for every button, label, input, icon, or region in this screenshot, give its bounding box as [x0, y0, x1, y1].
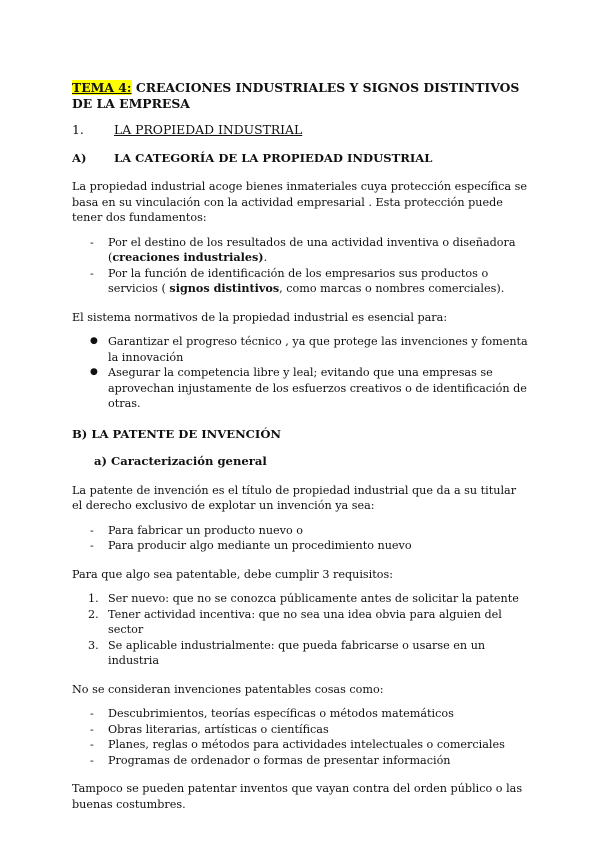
item-text: Tener actividad incentiva: que no sea una idea obvia para alguien del sector — [108, 607, 502, 636]
paragraph-orden-publico: Tampoco se pueden patentar inventos que vayan contra del orden público o las buenas costumbres. — [72, 782, 523, 811]
list-marker: - — [90, 722, 94, 736]
item-text: Descubrimientos, teorías específicas o métodos matemáticos — [108, 707, 454, 720]
paragraph-patente: La patente de invención es el título de propiedad industrial que da a su titular el derecho exclusivo de explotar un invención ya sea: — [72, 483, 517, 512]
list-marker: - — [90, 523, 94, 537]
list-number: 2. — [88, 607, 99, 621]
section-heading-b: B) LA PATENTE DE INVENCIÓN — [72, 426, 282, 441]
list-marker: - — [90, 707, 94, 720]
paragraph-requisitos: Para que algo sea patentable, debe cumplir 3 requisitos: — [72, 567, 393, 581]
paragraph-intro: La propiedad industrial acoge bienes inmateriales cuya protección específica se basa en su vinculación con la actividad empresarial . Esta protección puede tener dos fundamentos: — [72, 180, 527, 224]
item-text: Por la función de identificación de los empresarios sus productos o servicios ( — [108, 266, 489, 295]
list-requisitos — [72, 591, 528, 669]
list-no-patentables — [72, 706, 528, 768]
list-item — [72, 591, 528, 607]
bullet-icon: ● — [90, 367, 98, 377]
list-item — [72, 706, 528, 722]
list-item — [72, 266, 528, 297]
list-fundamentos — [72, 235, 528, 297]
list-number: 1. — [88, 592, 99, 605]
list-item — [72, 607, 528, 638]
list-explotar — [72, 523, 528, 554]
list-item — [72, 538, 528, 554]
list-item — [72, 235, 528, 266]
list-marker: - — [90, 539, 94, 552]
item-bold: creaciones industriales) — [112, 250, 264, 264]
subsection-heading-a — [72, 151, 528, 167]
section-number: 1. — [72, 122, 84, 137]
paragraph-no-patentables: No se consideran invenciones patentables cosas como: — [72, 682, 384, 696]
list-marker: - — [90, 266, 94, 280]
item-text: Ser nuevo: que no se conozca públicamente antes de solicitar la patente — [108, 592, 519, 605]
item-text: Obras literarias, artísticas o científicas — [108, 722, 329, 736]
item-text: Asegurar la competencia libre y leal; evitando que una empresas se aprovechan injustamente de los esfuerzos creativos o de identificación de otras. — [108, 366, 527, 410]
list-marker: - — [90, 753, 94, 767]
list-item — [72, 722, 528, 738]
item-text: Para fabricar un producto nuevo o — [108, 523, 304, 537]
list-item — [72, 737, 528, 753]
list-item — [72, 334, 528, 365]
item-text: Garantizar el progreso técnico , ya que protege las invenciones y fomenta la innovación — [108, 335, 528, 364]
list-esencial — [72, 334, 528, 412]
item-text: Se aplicable industrialmente: que pueda fabricarse o usarse en un industria — [108, 638, 486, 667]
subsection-number: A) — [72, 150, 87, 165]
paragraph-sistema: El sistema normativos de la propiedad industrial es esencial para: — [72, 310, 448, 324]
item-text: Programas de ordenador o formas de presentar información — [108, 753, 451, 767]
list-marker: - — [90, 235, 94, 249]
list-item — [72, 753, 528, 769]
item-text: Planes, reglas o métodos para actividades intelectuales o comerciales — [108, 738, 505, 751]
item-text: . — [263, 251, 268, 264]
item-text: Por el destino de los resultados de una actividad inventiva o diseñadora ( — [108, 235, 516, 264]
section-title: LA PROPIEDAD INDUSTRIAL — [114, 122, 303, 137]
list-number: 3. — [88, 638, 99, 652]
bullet-icon: ● — [90, 336, 98, 346]
list-item — [72, 523, 528, 539]
subsection-heading-caracterizacion: a) Caracterización general — [94, 454, 267, 468]
list-item — [72, 638, 528, 669]
section-heading-1 — [72, 122, 528, 138]
item-text: Para producir algo mediante un procedimiento nuevo — [108, 539, 412, 552]
item-text: , como marcas o nombres comerciales). — [279, 282, 505, 295]
title-rest: CREACIONES INDUSTRIALES Y SIGNOS DISTINTIVOS DE LA EMPRESA — [72, 80, 520, 111]
list-marker: - — [90, 738, 94, 751]
subsection-title: LA CATEGORÍA DE LA PROPIEDAD INDUSTRIAL — [114, 150, 433, 165]
document-title — [72, 80, 528, 112]
title-highlight: TEMA 4: — [72, 80, 132, 95]
item-bold: signos distintivos — [169, 281, 280, 295]
list-item — [72, 365, 528, 412]
document-page — [72, 80, 528, 812]
